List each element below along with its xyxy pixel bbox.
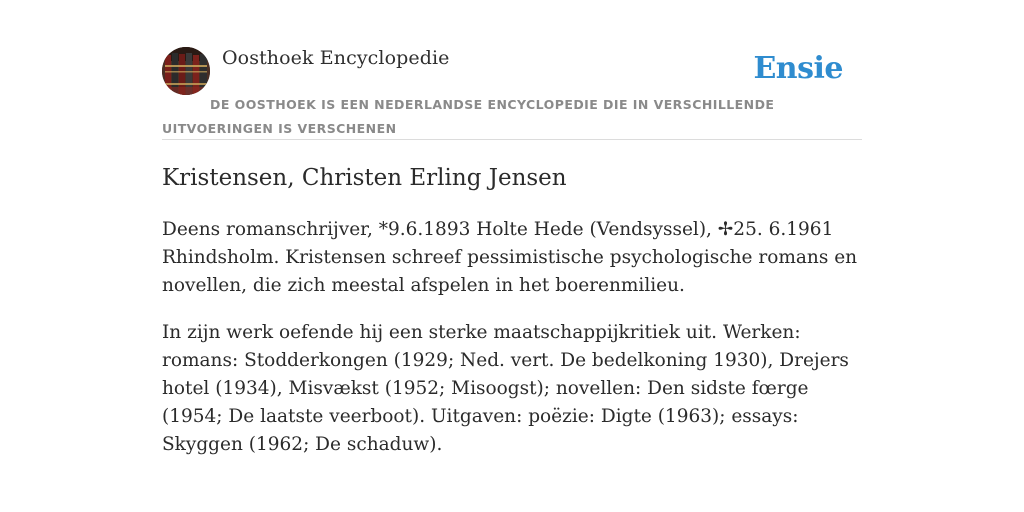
article-card [162,44,862,455]
article-paragraph: In zijn werk oefende hij een sterke maatschappijkritiek uit. Werken: romans: Stodderkongen (1929; Ned. vert. De bedelkoning 1930), Drejers hotel (1934), Misvækst (1952; Misoogst); novellen: Den sidste fœrge (1954; De laatste veerboot). Uitgaven: poëzie: Digte (1963); essays: Skyggen (1962; De schaduw). [162,322,849,455]
site-tagline: DE OOSTHOEK IS EEN NEDERLANDSE ENCYCLOPEDIE DIE IN VERSCHILLENDE UITVOERINGEN IS VERSCHENEN [162,97,775,136]
article-title: Kristensen, Christen Erling Jensen [162,165,567,191]
site-header [162,44,862,140]
site-name[interactable]: Oosthoek Encyclopedie [222,47,450,69]
article-paragraph: Deens romanschrijver, *9.6.1893 Holte Hede (Vendsyssel), ✢25. 6.1961 Rhindsholm. Kristensen schreef pessimistische psychologische romans en novellen, die zich meestal afspelen in het boerenmilieu. [162,219,858,296]
encyclopedia-books-icon [162,47,210,95]
article-body [162,216,862,478]
brand-logo[interactable]: Ensie [753,51,843,86]
avatar[interactable] [162,47,210,95]
